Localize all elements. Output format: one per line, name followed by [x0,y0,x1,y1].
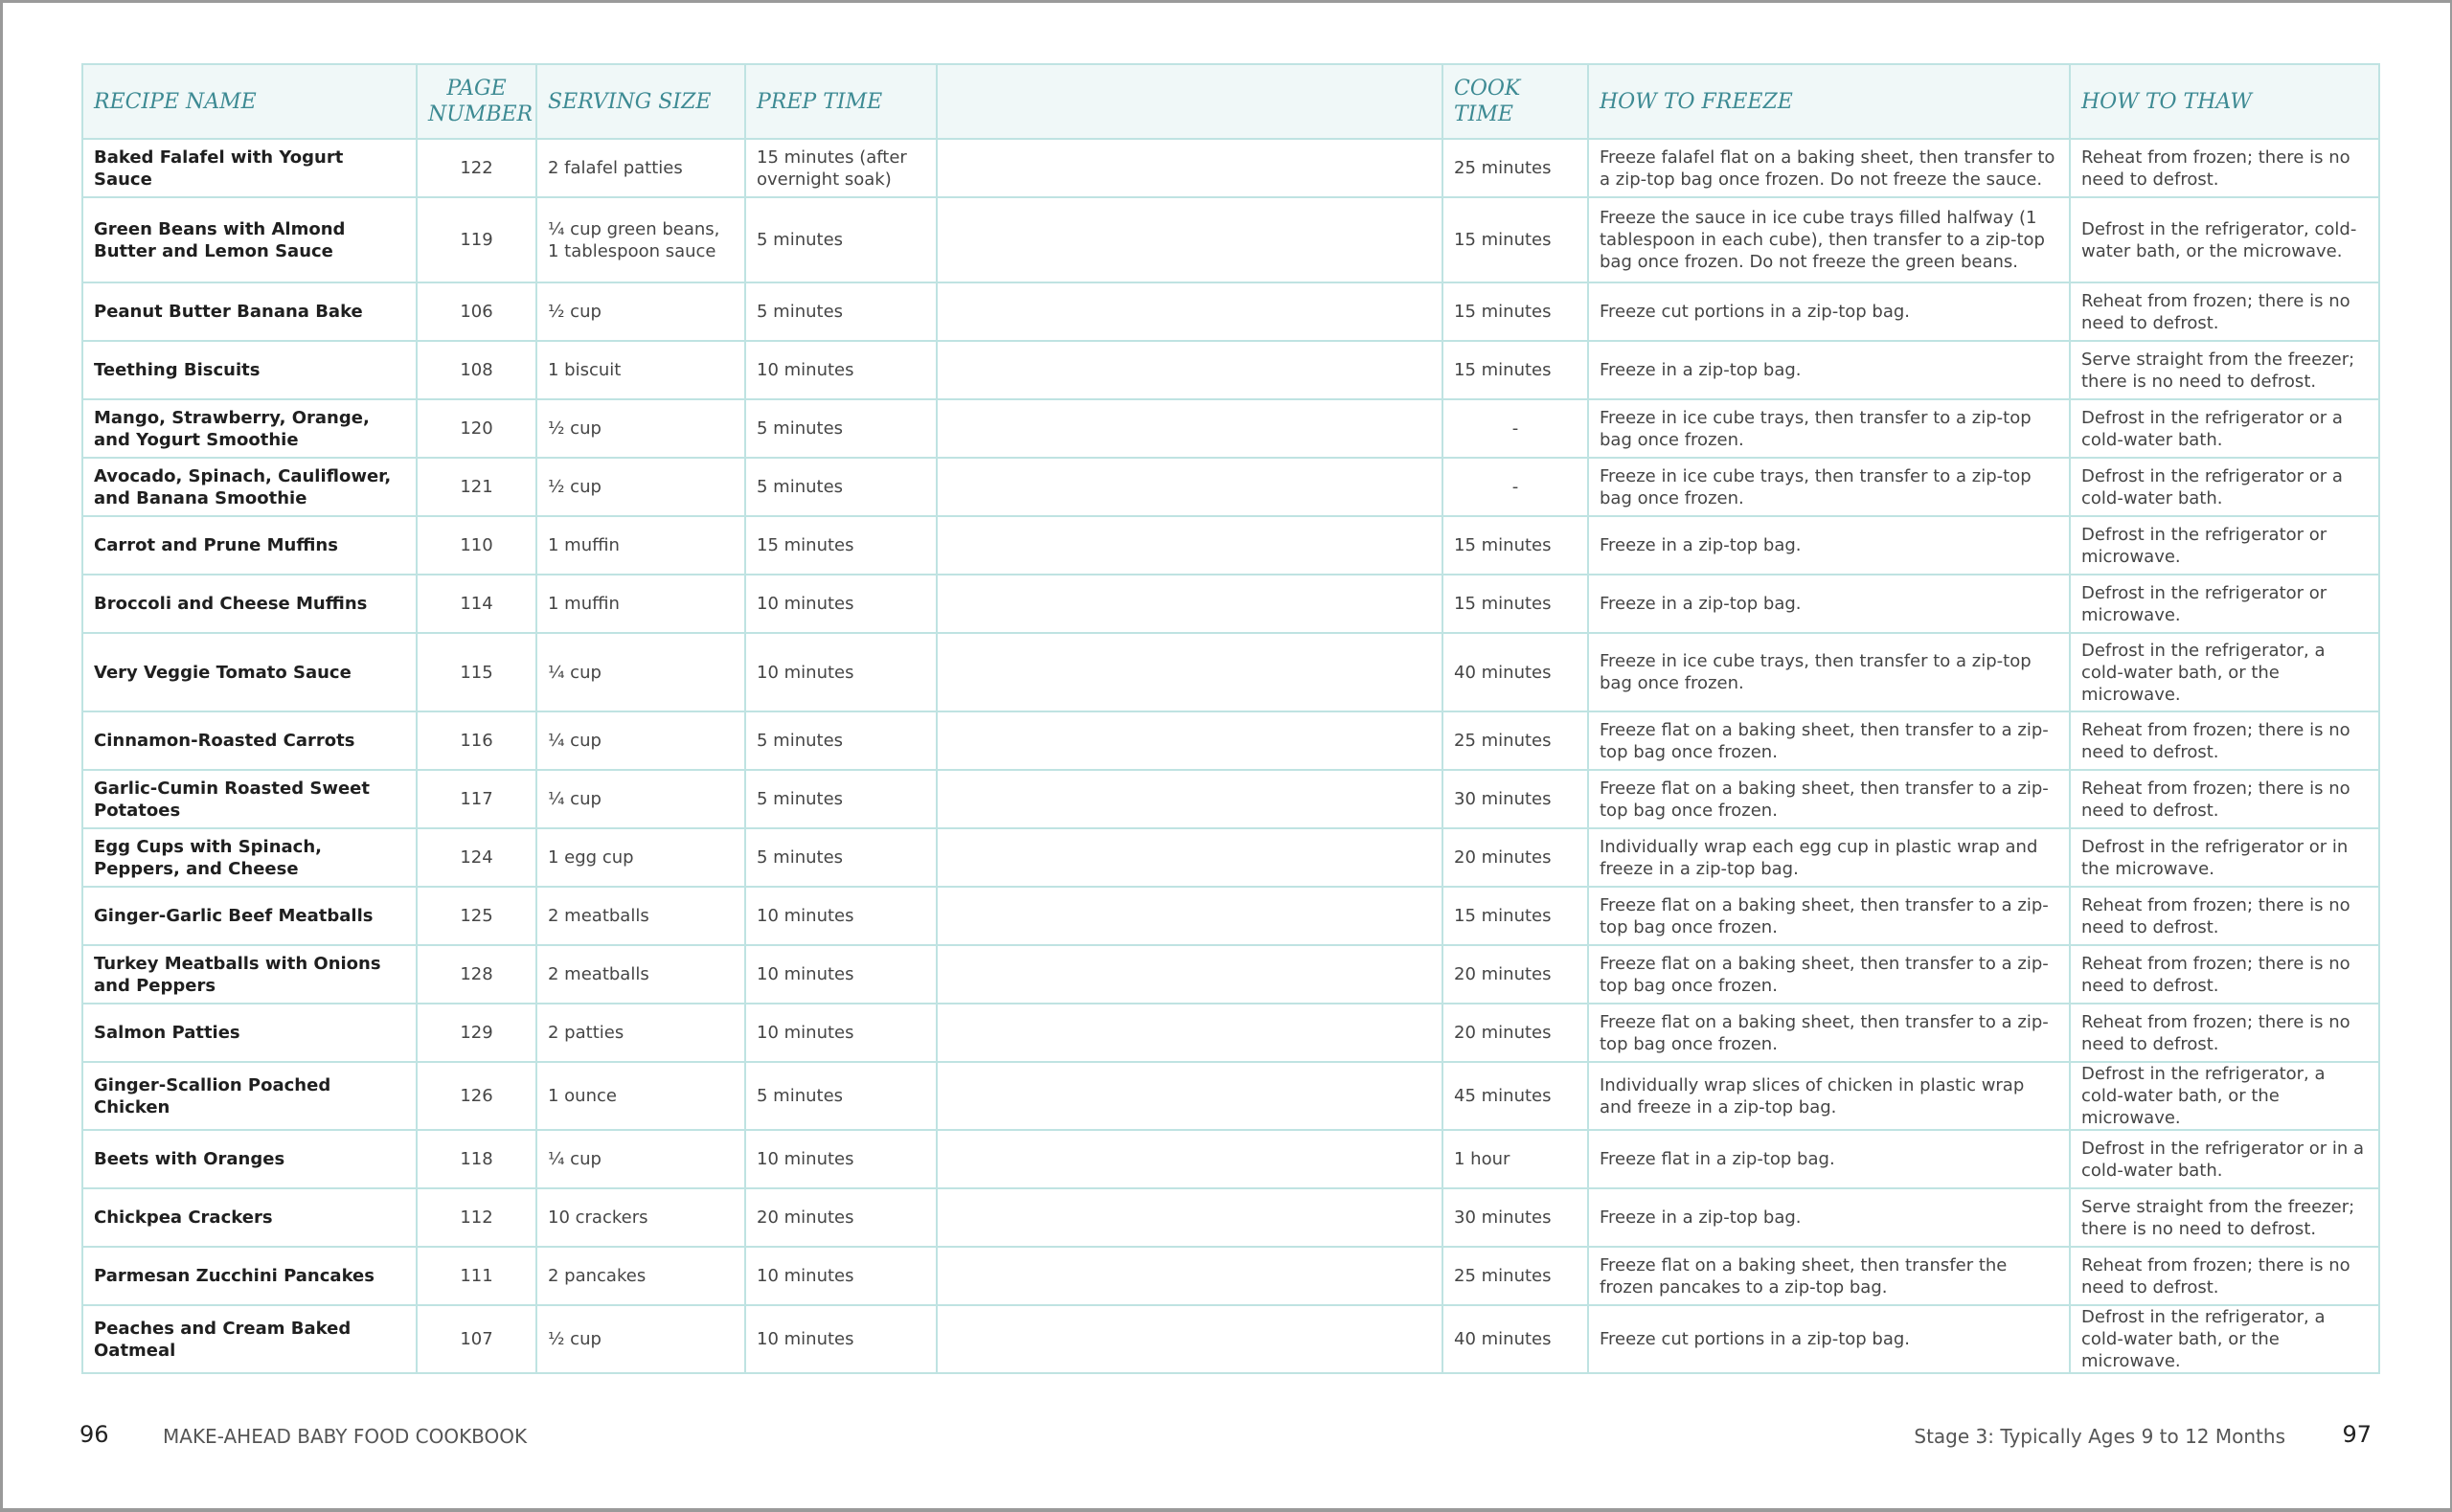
serving-size-cell: ¼ cup [536,1130,745,1188]
blank-cell [937,828,1442,887]
how-to-thaw-cell: Reheat from frozen; there is no need to defrost. [2070,711,2379,770]
how-to-freeze-cell: Freeze in a zip-top bag. [1588,575,2070,633]
table-row [82,828,2379,887]
page-number-cell: 122 [417,139,536,197]
cook-time-cell: 25 minutes [1442,139,1588,197]
page-number-cell: 119 [417,197,536,282]
table-row [82,1130,2379,1188]
page-number-cell: 106 [417,282,536,341]
serving-size-cell: 2 meatballs [536,887,745,945]
cook-time-cell: 15 minutes [1442,516,1588,575]
how-to-thaw-cell: Defrost in the refrigerator or in a cold-water bath. [2070,1130,2379,1188]
prep-time-cell: 5 minutes [745,1062,937,1130]
cook-time-cell: 15 minutes [1442,282,1588,341]
how-to-freeze-cell: Freeze flat on a baking sheet, then transfer to a zip-top bag once frozen. [1588,770,2070,828]
page-number-cell: 117 [417,770,536,828]
how-to-freeze-cell: Freeze flat on a baking sheet, then transfer to a zip-top bag once frozen. [1588,1004,2070,1062]
table-body [82,139,2379,1373]
table-row [82,1188,2379,1247]
recipe-name-cell: Very Veggie Tomato Sauce [82,633,417,711]
blank-cell [937,945,1442,1004]
prep-time-cell: 10 minutes [745,1004,937,1062]
table-row [82,575,2379,633]
how-to-freeze-cell: Freeze in ice cube trays, then transfer to a zip-top bag once frozen. [1588,633,2070,711]
blank-cell [937,1004,1442,1062]
cook-time-cell: 40 minutes [1442,633,1588,711]
recipe-name-cell: Garlic-Cumin Roasted Sweet Potatoes [82,770,417,828]
serving-size-cell: ½ cup [536,282,745,341]
prep-time-cell: 15 minutes (after overnight soak) [745,139,937,197]
page-number-cell: 110 [417,516,536,575]
page-number-cell: 118 [417,1130,536,1188]
how-to-freeze-cell: Freeze in a zip-top bag. [1588,1188,2070,1247]
serving-size-cell: 1 ounce [536,1062,745,1130]
blank-cell [937,1305,1442,1373]
serving-size-cell: ¼ cup green beans, 1 tablespoon sauce [536,197,745,282]
serving-size-cell: ½ cup [536,1305,745,1373]
how-to-freeze-cell: Freeze the sauce in ice cube trays filled halfway (1 tablespoon in each cube), then transfer to a zip-top bag once frozen. Do not freeze the green beans. [1588,197,2070,282]
page-number-cell: 108 [417,341,536,399]
prep-time-cell: 15 minutes [745,516,937,575]
how-to-thaw-cell: Defrost in the refrigerator, a cold-water bath, or the microwave. [2070,1305,2379,1373]
how-to-thaw-cell: Defrost in the refrigerator, a cold-water bath, or the microwave. [2070,633,2379,711]
prep-time-cell: 10 minutes [745,341,937,399]
cook-time-cell: - [1442,399,1588,458]
serving-size-cell: 1 muffin [536,575,745,633]
how-to-thaw-cell: Defrost in the refrigerator or a cold-water bath. [2070,399,2379,458]
cook-time-cell: 1 hour [1442,1130,1588,1188]
table-row [82,887,2379,945]
table-row [82,711,2379,770]
blank-cell [937,711,1442,770]
how-to-thaw-cell: Reheat from frozen; there is no need to defrost. [2070,282,2379,341]
how-to-thaw-cell: Reheat from frozen; there is no need to defrost. [2070,945,2379,1004]
table-row [82,1004,2379,1062]
cook-time-cell: 30 minutes [1442,770,1588,828]
how-to-thaw-cell: Defrost in the refrigerator, cold-water bath, or the microwave. [2070,197,2379,282]
cook-time-cell: 15 minutes [1442,197,1588,282]
prep-time-cell: 10 minutes [745,633,937,711]
how-to-freeze-cell: Freeze flat on a baking sheet, then transfer to a zip-top bag once frozen. [1588,711,2070,770]
how-to-thaw-cell: Reheat from frozen; there is no need to defrost. [2070,139,2379,197]
cook-time-cell: 15 minutes [1442,575,1588,633]
recipe-name-cell: Carrot and Prune Muffins [82,516,417,575]
table-header-row [82,64,2379,139]
recipe-name-cell: Ginger-Scallion Poached Chicken [82,1062,417,1130]
cook-time-cell: 20 minutes [1442,828,1588,887]
header-page-number: PAGE NUMBER [417,64,536,139]
how-to-thaw-cell: Defrost in the refrigerator or microwave. [2070,575,2379,633]
blank-cell [937,770,1442,828]
prep-time-cell: 10 minutes [745,575,937,633]
how-to-thaw-cell: Defrost in the refrigerator or microwave. [2070,516,2379,575]
serving-size-cell: 2 patties [536,1004,745,1062]
serving-size-cell: 1 egg cup [536,828,745,887]
page-number-cell: 124 [417,828,536,887]
how-to-freeze-cell: Freeze falafel flat on a baking sheet, then transfer to a zip-top bag once frozen. Do not freeze the sauce. [1588,139,2070,197]
cook-time-cell: 30 minutes [1442,1188,1588,1247]
table-row [82,1305,2379,1373]
recipe-name-cell: Mango, Strawberry, Orange, and Yogurt Smoothie [82,399,417,458]
blank-cell [937,575,1442,633]
cook-time-cell: 15 minutes [1442,887,1588,945]
header-how-to-thaw: HOW TO THAW [2070,64,2379,139]
recipe-name-cell: Salmon Patties [82,1004,417,1062]
cook-time-cell: 40 minutes [1442,1305,1588,1373]
how-to-thaw-cell: Defrost in the refrigerator or a cold-water bath. [2070,458,2379,516]
page-number-cell: 121 [417,458,536,516]
cook-time-cell: 15 minutes [1442,341,1588,399]
recipe-name-cell: Parmesan Zucchini Pancakes [82,1247,417,1305]
page-number-cell: 114 [417,575,536,633]
how-to-freeze-cell: Individually wrap slices of chicken in plastic wrap and freeze in a zip-top bag. [1588,1062,2070,1130]
table-row [82,341,2379,399]
recipe-name-cell: Broccoli and Cheese Muffins [82,575,417,633]
how-to-thaw-cell: Reheat from frozen; there is no need to defrost. [2070,770,2379,828]
how-to-freeze-cell: Freeze in a zip-top bag. [1588,516,2070,575]
prep-time-cell: 10 minutes [745,1305,937,1373]
serving-size-cell: ¼ cup [536,633,745,711]
recipe-name-cell: Teething Biscuits [82,341,417,399]
prep-time-cell: 5 minutes [745,399,937,458]
prep-time-cell: 5 minutes [745,828,937,887]
prep-time-cell: 10 minutes [745,1247,937,1305]
recipe-name-cell: Peaches and Cream Baked Oatmeal [82,1305,417,1373]
how-to-freeze-cell: Freeze in a zip-top bag. [1588,341,2070,399]
blank-cell [937,282,1442,341]
how-to-thaw-cell: Serve straight from the freezer; there is no need to defrost. [2070,341,2379,399]
recipe-name-cell: Avocado, Spinach, Cauliflower, and Banana Smoothie [82,458,417,516]
how-to-freeze-cell: Freeze flat on a baking sheet, then transfer the frozen pancakes to a zip-top bag. [1588,1247,2070,1305]
how-to-thaw-cell: Reheat from frozen; there is no need to defrost. [2070,1004,2379,1062]
blank-cell [937,887,1442,945]
how-to-freeze-cell: Freeze cut portions in a zip-top bag. [1588,1305,2070,1373]
blank-cell [937,1188,1442,1247]
page-number-cell: 116 [417,711,536,770]
table-row [82,1247,2379,1305]
cook-time-cell: 25 minutes [1442,1247,1588,1305]
blank-cell [937,1130,1442,1188]
serving-size-cell: 2 meatballs [536,945,745,1004]
blank-cell [937,516,1442,575]
blank-cell [937,197,1442,282]
cook-time-cell: - [1442,458,1588,516]
header-cook-time: COOK TIME [1442,64,1588,139]
page-number-cell: 120 [417,399,536,458]
serving-size-cell: ¼ cup [536,770,745,828]
how-to-thaw-cell: Reheat from frozen; there is no need to defrost. [2070,1247,2379,1305]
serving-size-cell: 10 crackers [536,1188,745,1247]
page-number-cell: 129 [417,1004,536,1062]
serving-size-cell: 1 muffin [536,516,745,575]
prep-time-cell: 5 minutes [745,711,937,770]
prep-time-cell: 5 minutes [745,770,937,828]
recipe-name-cell: Beets with Oranges [82,1130,417,1188]
recipe-name-cell: Chickpea Crackers [82,1188,417,1247]
recipe-name-cell: Egg Cups with Spinach, Peppers, and Cheese [82,828,417,887]
prep-time-cell: 10 minutes [745,1130,937,1188]
recipe-name-cell: Cinnamon-Roasted Carrots [82,711,417,770]
table-row [82,197,2379,282]
how-to-thaw-cell: Serve straight from the freezer; there is no need to defrost. [2070,1188,2379,1247]
serving-size-cell: ½ cup [536,458,745,516]
blank-cell [937,633,1442,711]
how-to-thaw-cell: Reheat from frozen; there is no need to defrost. [2070,887,2379,945]
prep-time-cell: 5 minutes [745,282,937,341]
cook-time-cell: 20 minutes [1442,945,1588,1004]
serving-size-cell: ¼ cup [536,711,745,770]
page-number-cell: 107 [417,1305,536,1373]
left-page-number: 96 [79,1421,109,1448]
blank-cell [937,139,1442,197]
serving-size-cell: 2 falafel patties [536,139,745,197]
recipe-name-cell: Green Beans with Almond Butter and Lemon Sauce [82,197,417,282]
how-to-freeze-cell: Freeze in ice cube trays, then transfer to a zip-top bag once frozen. [1588,458,2070,516]
serving-size-cell: 1 biscuit [536,341,745,399]
right-page-number: 97 [2342,1421,2372,1448]
prep-time-cell: 5 minutes [745,458,937,516]
recipe-name-cell: Turkey Meatballs with Onions and Peppers [82,945,417,1004]
header-blank [937,64,1442,139]
recipe-name-cell: Baked Falafel with Yogurt Sauce [82,139,417,197]
table-row [82,1062,2379,1130]
table-row [82,633,2379,711]
header-serving-size: SERVING SIZE [536,64,745,139]
how-to-thaw-cell: Defrost in the refrigerator, a cold-water bath, or the microwave. [2070,1062,2379,1130]
page-number-cell: 115 [417,633,536,711]
how-to-freeze-cell: Freeze in ice cube trays, then transfer to a zip-top bag once frozen. [1588,399,2070,458]
section-title: Stage 3: Typically Ages 9 to 12 Months [1914,1425,2285,1448]
page-number-cell: 111 [417,1247,536,1305]
how-to-freeze-cell: Freeze flat on a baking sheet, then transfer to a zip-top bag once frozen. [1588,945,2070,1004]
recipe-name-cell: Ginger-Garlic Beef Meatballs [82,887,417,945]
serving-size-cell: 2 pancakes [536,1247,745,1305]
table-row [82,139,2379,197]
table-row [82,458,2379,516]
page-number-cell: 126 [417,1062,536,1130]
header-how-to-freeze: HOW TO FREEZE [1588,64,2070,139]
prep-time-cell: 5 minutes [745,197,937,282]
page-number-cell: 125 [417,887,536,945]
cook-time-cell: 45 minutes [1442,1062,1588,1130]
recipe-name-cell: Peanut Butter Banana Bake [82,282,417,341]
cook-time-cell: 20 minutes [1442,1004,1588,1062]
page-number-cell: 112 [417,1188,536,1247]
page-number-cell: 128 [417,945,536,1004]
table-row [82,516,2379,575]
freezer-guide-table [81,63,2380,1374]
how-to-freeze-cell: Freeze flat in a zip-top bag. [1588,1130,2070,1188]
blank-cell [937,399,1442,458]
table-row [82,282,2379,341]
table-row [82,945,2379,1004]
header-recipe-name: RECIPE NAME [82,64,417,139]
how-to-freeze-cell: Individually wrap each egg cup in plastic wrap and freeze in a zip-top bag. [1588,828,2070,887]
prep-time-cell: 20 minutes [745,1188,937,1247]
blank-cell [937,1247,1442,1305]
serving-size-cell: ½ cup [536,399,745,458]
blank-cell [937,341,1442,399]
blank-cell [937,1062,1442,1130]
prep-time-cell: 10 minutes [745,887,937,945]
blank-cell [937,458,1442,516]
book-title: MAKE-AHEAD BABY FOOD COOKBOOK [163,1425,528,1448]
how-to-thaw-cell: Defrost in the refrigerator or in the microwave. [2070,828,2379,887]
prep-time-cell: 10 minutes [745,945,937,1004]
table-row [82,770,2379,828]
how-to-freeze-cell: Freeze cut portions in a zip-top bag. [1588,282,2070,341]
table-row [82,399,2379,458]
how-to-freeze-cell: Freeze flat on a baking sheet, then transfer to a zip-top bag once frozen. [1588,887,2070,945]
cook-time-cell: 25 minutes [1442,711,1588,770]
header-prep-time: PREP TIME [745,64,937,139]
